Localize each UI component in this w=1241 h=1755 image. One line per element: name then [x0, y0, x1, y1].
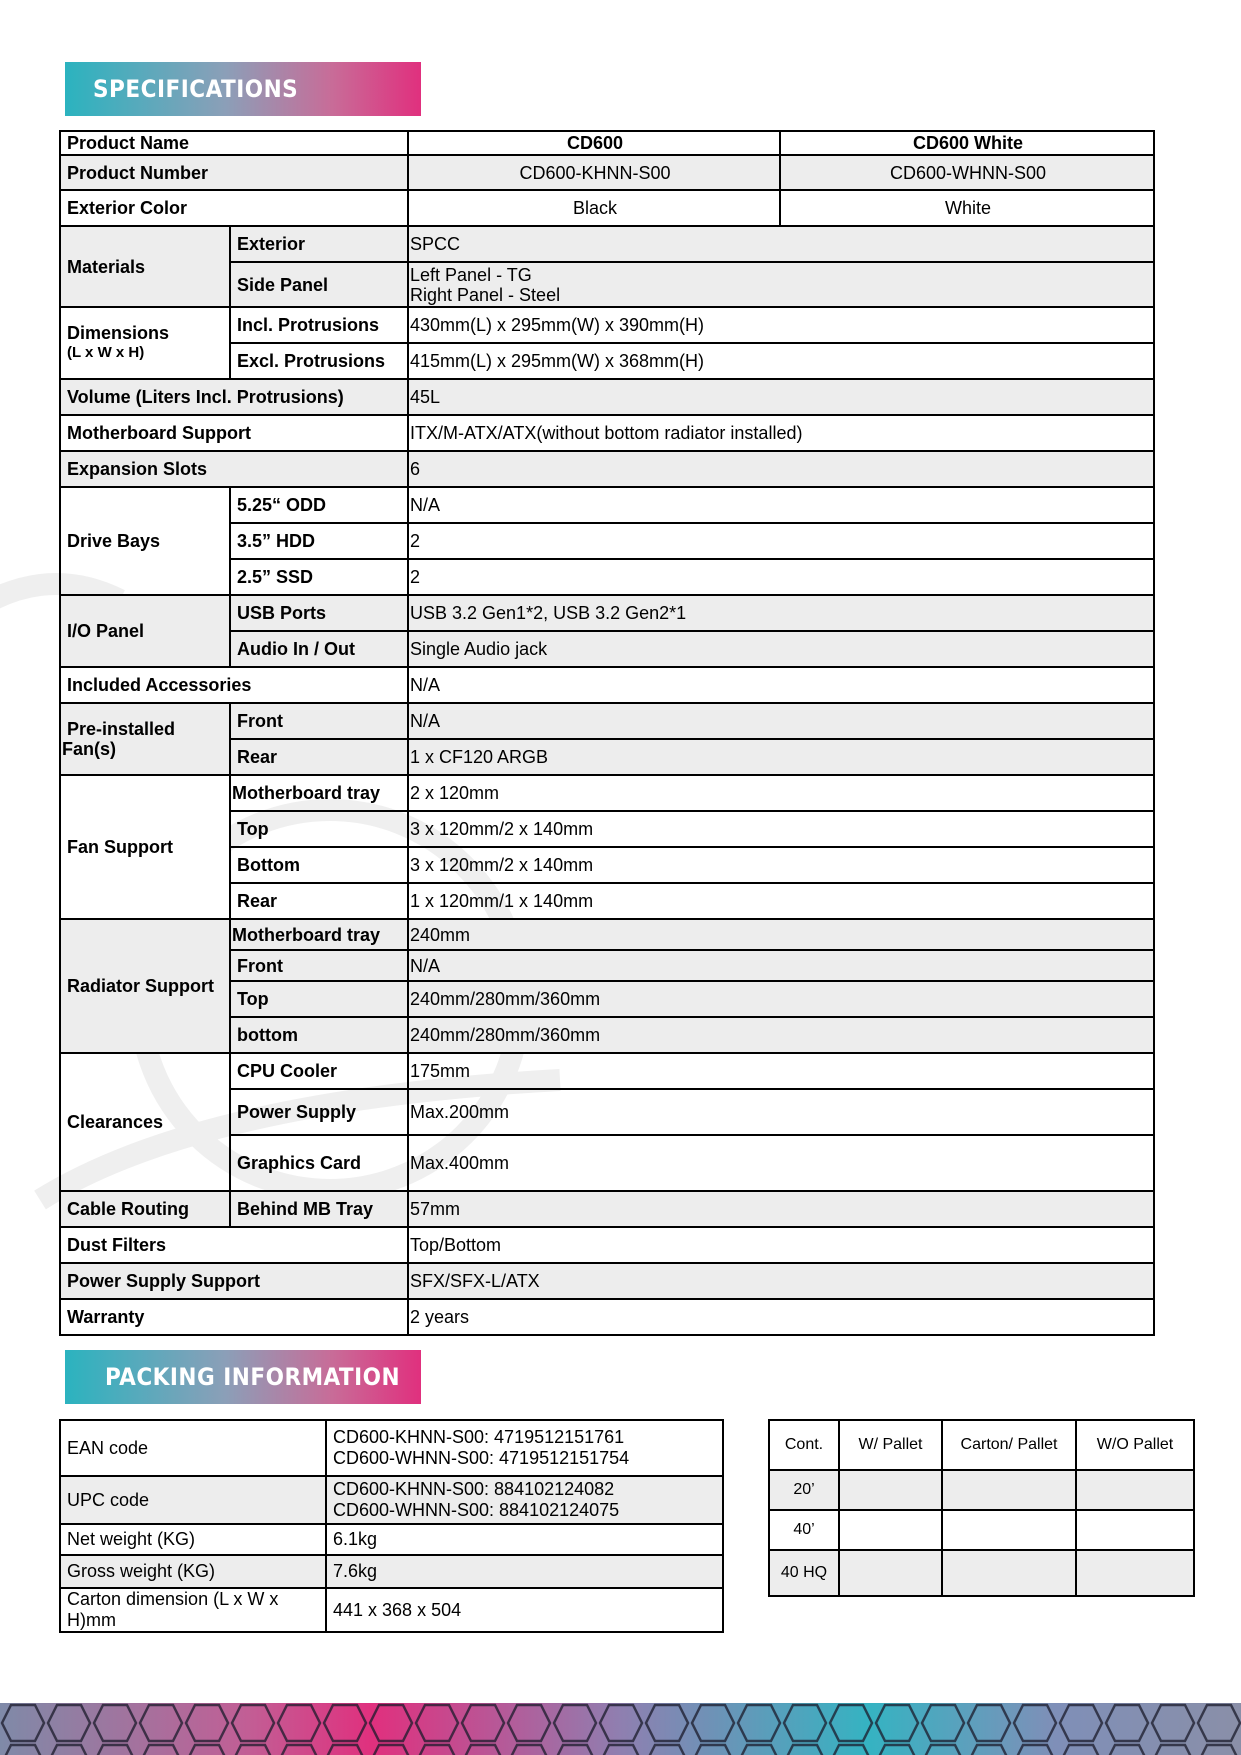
- packing-information-banner: PACKING INFORMATION: [65, 1350, 421, 1404]
- clearances-label: Clearances: [60, 1053, 230, 1191]
- upc-value: [326, 1476, 723, 1524]
- motherboard-support-label: Motherboard Support: [60, 415, 408, 451]
- drive-bays-label: Drive Bays: [60, 487, 230, 595]
- packing-table: [59, 1419, 724, 1633]
- fan-support-label: Fan Support: [60, 775, 230, 919]
- volume-label: Volume (Liters Incl. Protrusions): [60, 379, 408, 415]
- rad-bottom-label: bottom: [230, 1017, 408, 1053]
- power-supply-value: Max.200mm: [408, 1089, 1154, 1135]
- excl-protrusions-label: Excl. Protrusions: [230, 343, 408, 379]
- container-table: [768, 1419, 1195, 1597]
- hdd-label: 3.5” HDD: [230, 523, 408, 559]
- preinstalled-fans-line2: Fan(s): [62, 739, 116, 759]
- rad-front-label: Front: [230, 950, 408, 981]
- cell-empty: [1076, 1470, 1194, 1510]
- cell-empty: [839, 1550, 942, 1596]
- cable-routing-label: Cable Routing: [60, 1191, 230, 1227]
- product-number-cd600-white: CD600-WHNN-S00: [780, 155, 1154, 190]
- dimensions-title: Dimensions: [67, 323, 170, 343]
- pre-rear-value: 1 x CF120 ARGB: [408, 739, 1154, 775]
- col-header-cont: Cont.: [769, 1420, 839, 1470]
- exterior-value: SPCC: [408, 226, 1154, 262]
- pre-front-label: Front: [230, 703, 408, 739]
- cell-empty: [942, 1550, 1076, 1596]
- behind-mb-tray-label: Behind MB Tray: [230, 1191, 408, 1227]
- ean-value: [326, 1420, 723, 1476]
- included-accessories-value: N/A: [408, 667, 1154, 703]
- fan-bottom-value: 3 x 120mm/2 x 140mm: [408, 847, 1154, 883]
- exterior-label: Exterior: [230, 226, 408, 262]
- rad-front-value: N/A: [408, 950, 1154, 981]
- ean-value-black: CD600-KHNN-S00: 4719512151761: [333, 1427, 625, 1447]
- rad-bottom-value: 240mm/280mm/360mm: [408, 1017, 1154, 1053]
- power-supply-label: Power Supply: [230, 1089, 408, 1135]
- behind-mb-tray-value: 57mm: [408, 1191, 1154, 1227]
- rad-top-value: 240mm/280mm/360mm: [408, 981, 1154, 1017]
- upc-value-white: CD600-WHNN-S00: 884102124075: [333, 1500, 620, 1520]
- cell-empty: [1076, 1550, 1194, 1596]
- specifications-table: [59, 130, 1155, 1336]
- side-panel-value: [408, 262, 1154, 307]
- fan-top-value: 3 x 120mm/2 x 140mm: [408, 811, 1154, 847]
- ssd-label: 2.5” SSD: [230, 559, 408, 595]
- hexagon-pattern-icon: [0, 1703, 1241, 1755]
- col-header-w-pallet: W/ Pallet: [839, 1420, 942, 1470]
- ssd-value: 2: [408, 559, 1154, 595]
- warranty-value: 2 years: [408, 1299, 1154, 1335]
- dust-filters-value: Top/Bottom: [408, 1227, 1154, 1263]
- usb-ports-value: USB 3.2 Gen1*2, USB 3.2 Gen2*1: [408, 595, 1154, 631]
- net-weight-value: 6.1kg: [326, 1524, 723, 1555]
- expansion-slots-label: Expansion Slots: [60, 451, 408, 487]
- carton-dimension-label: Carton dimension (L x W x H)mm: [60, 1588, 326, 1632]
- gross-weight-label: Gross weight (KG): [60, 1555, 326, 1588]
- preinstalled-fans-line1: Pre-installed: [67, 719, 176, 739]
- cell-empty: [942, 1470, 1076, 1510]
- decorative-footer-band: [0, 1703, 1241, 1755]
- odd-value: N/A: [408, 487, 1154, 523]
- volume-value: 45L: [408, 379, 1154, 415]
- cell-empty: [1076, 1510, 1194, 1550]
- exterior-color-cd600: Black: [408, 190, 780, 226]
- psu-support-value: SFX/SFX-L/ATX: [408, 1263, 1154, 1299]
- fan-mb-tray-value: 2 x 120mm: [408, 775, 1154, 811]
- preinstalled-fans-label: [60, 703, 230, 775]
- cell-empty: [942, 1510, 1076, 1550]
- usb-ports-label: USB Ports: [230, 595, 408, 631]
- carton-dimension-value: 441 x 368 x 504: [326, 1588, 723, 1632]
- ean-label: EAN code: [60, 1420, 326, 1476]
- row-40hq: 40 HQ: [769, 1550, 839, 1596]
- row-40ft: 40’: [769, 1510, 839, 1550]
- expansion-slots-value: 6: [408, 451, 1154, 487]
- graphics-card-label: Graphics Card: [230, 1135, 408, 1191]
- rad-top-label: Top: [230, 981, 408, 1017]
- rad-mb-tray-label: Motherboard tray: [230, 919, 408, 950]
- side-panel-label: Side Panel: [230, 262, 408, 307]
- audio-value: Single Audio jack: [408, 631, 1154, 667]
- warranty-label: Warranty: [60, 1299, 408, 1335]
- product-name-cd600: CD600: [408, 131, 780, 155]
- motherboard-support-value: ITX/M-ATX/ATX(without bottom radiator installed): [408, 415, 1154, 451]
- dust-filters-label: Dust Filters: [60, 1227, 408, 1263]
- net-weight-label: Net weight (KG): [60, 1524, 326, 1555]
- incl-protrusions-value: 430mm(L) x 295mm(W) x 390mm(H): [408, 307, 1154, 343]
- hdd-value: 2: [408, 523, 1154, 559]
- gross-weight-value: 7.6kg: [326, 1555, 723, 1588]
- psu-support-label: Power Supply Support: [60, 1263, 408, 1299]
- cell-empty: [839, 1510, 942, 1550]
- incl-protrusions-label: Incl. Protrusions: [230, 307, 408, 343]
- graphics-card-value: Max.400mm: [408, 1135, 1154, 1191]
- rad-mb-tray-value: 240mm: [408, 919, 1154, 950]
- excl-protrusions-value: 415mm(L) x 295mm(W) x 368mm(H): [408, 343, 1154, 379]
- materials-label: Materials: [60, 226, 230, 307]
- product-number-label: Product Number: [60, 155, 408, 190]
- upc-value-black: CD600-KHNN-S00: 884102124082: [333, 1479, 615, 1499]
- fan-top-label: Top: [230, 811, 408, 847]
- product-name-label: Product Name: [60, 131, 408, 155]
- radiator-support-label: Radiator Support: [60, 919, 230, 1053]
- col-header-carton-pallet: Carton/ Pallet: [942, 1420, 1076, 1470]
- ean-value-white: CD600-WHNN-S00: 4719512151754: [333, 1448, 630, 1468]
- product-number-cd600: CD600-KHNN-S00: [408, 155, 780, 190]
- cpu-cooler-label: CPU Cooler: [230, 1053, 408, 1089]
- odd-label: 5.25“ ODD: [230, 487, 408, 523]
- fan-rear-value: 1 x 120mm/1 x 140mm: [408, 883, 1154, 919]
- row-20ft: 20’: [769, 1470, 839, 1510]
- specifications-banner: SPECIFICATIONS: [65, 62, 421, 116]
- fan-rear-label: Rear: [230, 883, 408, 919]
- included-accessories-label: Included Accessories: [60, 667, 408, 703]
- cell-empty: [839, 1470, 942, 1510]
- upc-label: UPC code: [60, 1476, 326, 1524]
- col-header-wo-pallet: W/O Pallet: [1076, 1420, 1194, 1470]
- dimensions-unit: (L x W x H): [67, 344, 145, 361]
- product-name-cd600-white: CD600 White: [780, 131, 1154, 155]
- cpu-cooler-value: 175mm: [408, 1053, 1154, 1089]
- pre-rear-label: Rear: [230, 739, 408, 775]
- exterior-color-cd600-white: White: [780, 190, 1154, 226]
- io-panel-label: I/O Panel: [60, 595, 230, 667]
- side-panel-right: Right Panel - Steel: [410, 284, 561, 305]
- fan-bottom-label: Bottom: [230, 847, 408, 883]
- exterior-color-label: Exterior Color: [60, 190, 408, 226]
- fan-mb-tray-label: Motherboard tray: [230, 775, 408, 811]
- pre-front-value: N/A: [408, 703, 1154, 739]
- dimensions-label: [60, 307, 230, 379]
- side-panel-left: Left Panel - TG: [410, 264, 532, 285]
- audio-label: Audio In / Out: [230, 631, 408, 667]
